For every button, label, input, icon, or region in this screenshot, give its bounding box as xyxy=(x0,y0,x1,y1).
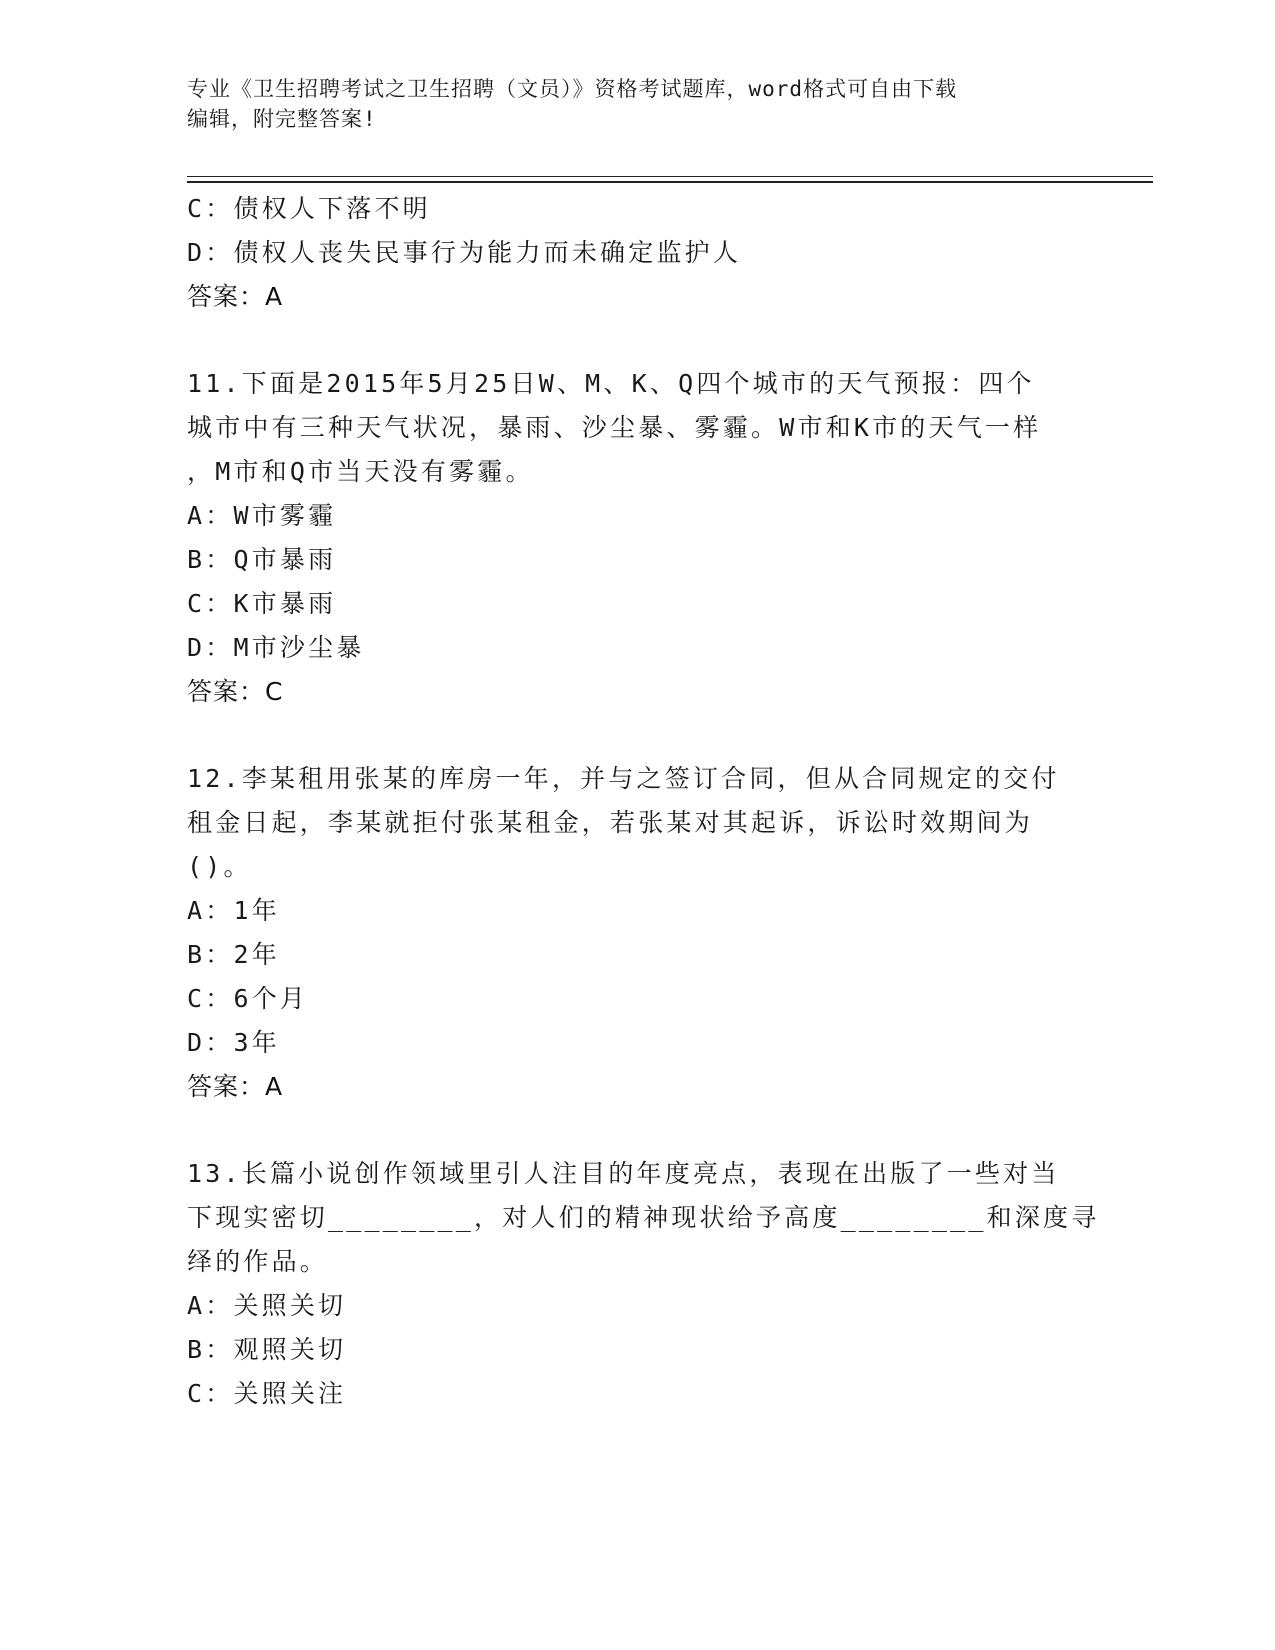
q11-option-a: A：W市雾霾 xyxy=(187,501,337,530)
q11-option-c: C：K市暴雨 xyxy=(187,589,337,618)
header-rule-thick xyxy=(187,181,1153,183)
q10-option-c: C：债权人下落不明 xyxy=(187,194,431,223)
q11-stem-line-3: ，M市和Q市当天没有雾霾。 xyxy=(187,457,534,486)
q10-option-d: D：债权人丧失民事行为能力而未确定监护人 xyxy=(187,238,742,267)
q13-stem-line-2: 下现实密切________，对人们的精神现状给予高度________和深度寻 xyxy=(187,1203,1100,1232)
page-header xyxy=(187,74,1087,134)
header-line-1: 专业《卫生招聘考试之卫生招聘（文员）》资格考试题库，word格式可自由下载 xyxy=(187,77,958,101)
q12-answer: 答案：A xyxy=(187,1072,284,1101)
q13-option-c: C：关照关注 xyxy=(187,1379,347,1408)
header-rule-thin xyxy=(187,176,1153,177)
q11-answer: 答案：C xyxy=(187,677,284,706)
q12-stem-line-3: ()。 xyxy=(187,852,252,881)
q11-stem-line-2: 城市中有三种天气状况，暴雨、沙尘暴、雾霾。W市和K市的天气一样 xyxy=(187,413,1042,442)
q12-option-b: B：2年 xyxy=(187,940,280,969)
q10-answer: 答案：A xyxy=(187,282,284,311)
q12-option-d: D：3年 xyxy=(187,1028,280,1057)
q11-stem-line-1: 11.下面是2015年5月25日W、M、K、Q四个城市的天气预报：四个 xyxy=(187,369,1035,398)
q12-stem-line-2: 租金日起，李某就拒付张某租金，若张某对其起诉，诉讼时效期间为 xyxy=(187,808,1034,837)
q13-option-b: B：观照关切 xyxy=(187,1335,347,1364)
q12-option-a: A：1年 xyxy=(187,896,280,925)
header-line-2: 编辑，附完整答案! xyxy=(187,107,377,131)
q12-option-c: C：6个月 xyxy=(187,984,309,1013)
q13-stem-line-1: 13.长篇小说创作领域里引人注目的年度亮点，表现在出版了一些对当 xyxy=(187,1159,1060,1188)
q13-option-a: A：关照关切 xyxy=(187,1291,347,1320)
q13-stem-line-3: 绎的作品。 xyxy=(187,1247,329,1276)
q11-option-d: D：M市沙尘暴 xyxy=(187,633,365,662)
q12-stem-line-1: 12.李某租用张某的库房一年，并与之签订合同，但从合同规定的交付 xyxy=(187,764,1060,793)
q11-option-b: B：Q市暴雨 xyxy=(187,545,337,574)
